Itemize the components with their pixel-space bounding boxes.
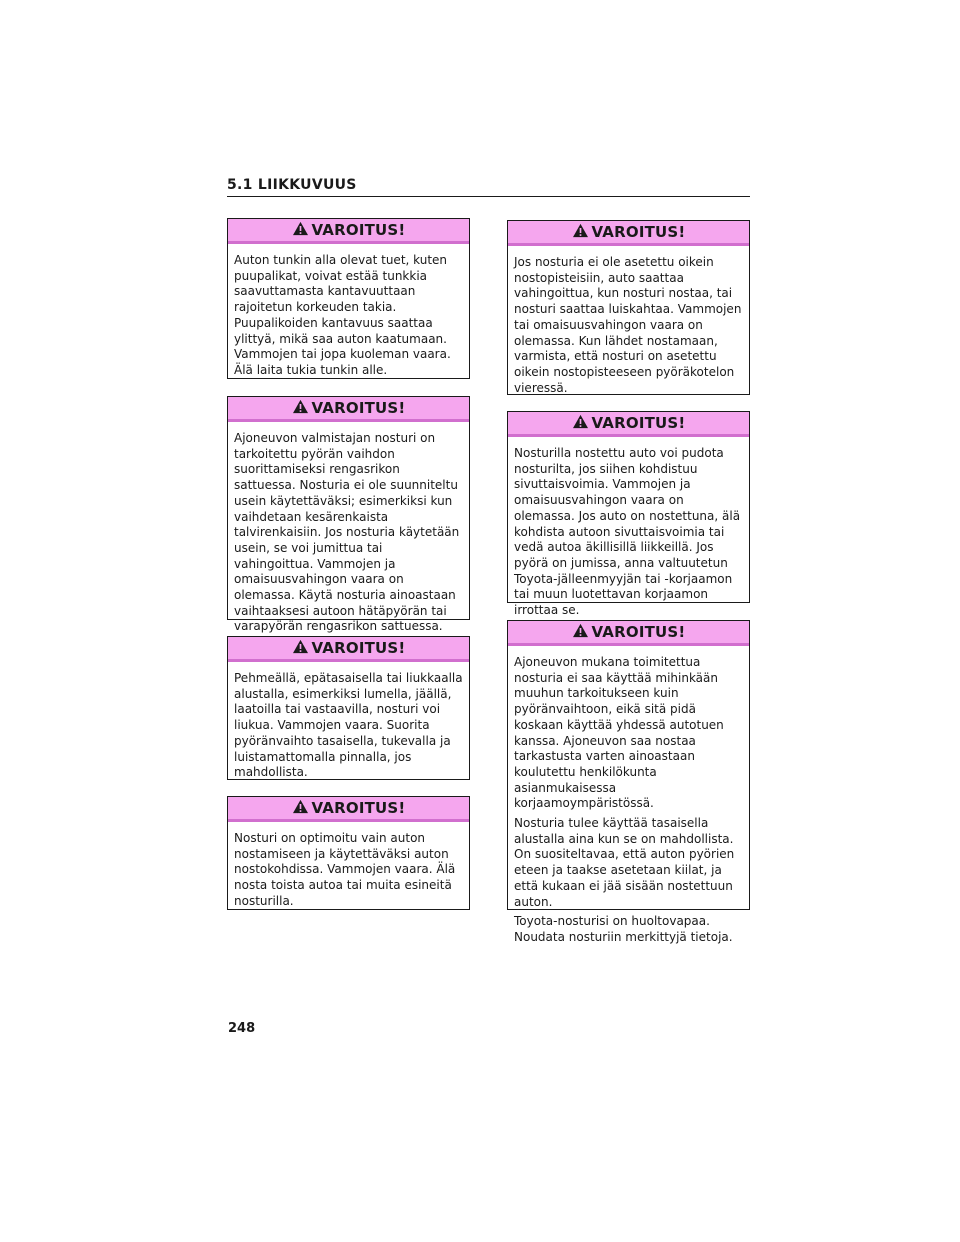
warning-header [508, 621, 749, 646]
page-number: 248 [228, 1021, 256, 1036]
warning-text: Nosturilla nostettu auto voi pudota nosturilta, jos siihen kohdistuu sivuttaisvoimia. Vammojen ja omaisuusvahingon vaara on olemassa. Jos auto on nostettuna, älä kohdista autoon sivuttaisvoimia tai vedä autoa äkillisillä liikkeillä. Jos pyörä on jumissa, anna valtuutetun Toyota-jälleenmyyjän tai -korjaamon tai muun luotettavan korjaamon irrottaa se. [514, 446, 741, 618]
warning-title: VAROITUS! [311, 799, 406, 817]
warning-text: Ajoneuvon valmistajan nosturi on tarkoitettu pyörän vaihdon suorittamiseksi rengasrikon sattuessa. Nosturia ei ole suunniteltu usein käytettäväksi; esimerkiksi kun vaihdetaan kesärenkaista talvirenkaisiin. Jos nosturia käytetään usein, se voi jumittua tai vahingoittua. Vammojen ja omaisuusvahingon vaara on olemassa. Käytä nosturia ainoastaan vaihtaaksesi autoon hätäpyörän tai varapyörän rengasrikon sattuessa. [234, 431, 460, 634]
section-header: 5.1 LIIKKUVUUS [227, 177, 750, 197]
warning-header [228, 637, 469, 662]
warning-box-3 [227, 636, 470, 780]
warning-header [228, 397, 469, 422]
warning-triangle-icon [292, 221, 312, 240]
warning-text: Pehmeällä, epätasaisella tai liukkaalla alustalla, esimerkiksi lumella, jäällä, laatoilla tai vastaavilla, nosturi voi liukua. Vammojen vaara. Suorita pyöränvaihto tasaisella, tukevalla ja luistamattomalla pinnalla, jos mahdollista. [234, 671, 463, 780]
warning-text: Auton tunkin alla olevat tuet, kuten puupalikat, voivat estää tunkkia saavuttamasta kantavuuttaan rajoitetun korkeuden takia. Puupalikoiden kantavuus saattaa ylittyä, mikä saa auton kaatumaan. Vammojen tai jopa kuoleman vaara. Älä laita tukia tunkin alle. [234, 253, 451, 377]
warning-header [228, 797, 469, 822]
warning-title: VAROITUS! [311, 221, 406, 239]
warning-triangle-icon [572, 623, 592, 642]
warning-body [228, 822, 469, 916]
warning-triangle-icon [572, 414, 592, 433]
warning-box-6 [507, 411, 750, 618]
warning-box-5 [507, 220, 750, 395]
warning-box-1 [227, 218, 470, 379]
warning-header [228, 219, 469, 244]
warning-triangle-icon [292, 399, 312, 418]
warning-body [508, 437, 749, 625]
warning-triangle-icon [572, 223, 592, 242]
warning-triangle-icon [292, 799, 312, 818]
warning-title: VAROITUS! [591, 623, 686, 641]
warning-body [508, 246, 749, 402]
warning-text: Jos nosturia ei ole asetettu oikein nostopisteisiin, auto saattaa vahingoittua, kun nosturi nostaa, tai nosturi saattaa luiskahtaa. Vammojen tai omaisuusvahingon vaara on olemassa. Kun lähdet nostamaan, varmista, että nosturi on asetettu oikein nostopisteeseen pyöräkotelon vieressä. [514, 255, 742, 395]
warning-text: Nosturi on optimoitu vain auton nostamiseen ja käytettäväksi auton nostokohdissa. Vammojen vaara. Älä nosta toista autoa tai muita esineitä nosturilla. [234, 831, 456, 908]
warning-title: VAROITUS! [591, 223, 686, 241]
warning-box-7 [507, 620, 750, 944]
warning-title: VAROITUS! [311, 399, 406, 417]
warning-header [508, 412, 749, 437]
warning-title: VAROITUS! [311, 639, 406, 657]
warning-box-2 [227, 396, 470, 634]
warning-box-4 [227, 796, 470, 910]
warning-text: Toyota-nosturisi on huoltovapaa. Noudata nosturiin merkittyjä tietoja. [514, 914, 733, 944]
warning-body [228, 244, 469, 385]
warning-body [228, 662, 469, 787]
warning-header [508, 221, 749, 246]
warning-text: Ajoneuvon mukana toimitettua nosturia ei saa käyttää mihinkään muuhun tarkoitukseen kuin pyöränvaihtoon, eikä sitä pidä koskaan käyttää yhdessä autotuen kanssa. Ajoneuvon saa nostaa tarkastusta varten ainoastaan koulutettu henkilökunta asianmukaisessa korjaamoympäristössä. [514, 655, 724, 811]
warning-triangle-icon [292, 639, 312, 658]
warning-title: VAROITUS! [591, 414, 686, 432]
warning-body [508, 646, 749, 952]
warning-text: Nosturia tulee käyttää tasaisella alustalla aina kun se on mahdollista. On suositeltavaa, että auton pyörien eteen ja taakse asetetaan kiilat, ja että kukaan ei jää sisään nostettuun auton. [514, 816, 735, 909]
warning-body [228, 422, 469, 641]
